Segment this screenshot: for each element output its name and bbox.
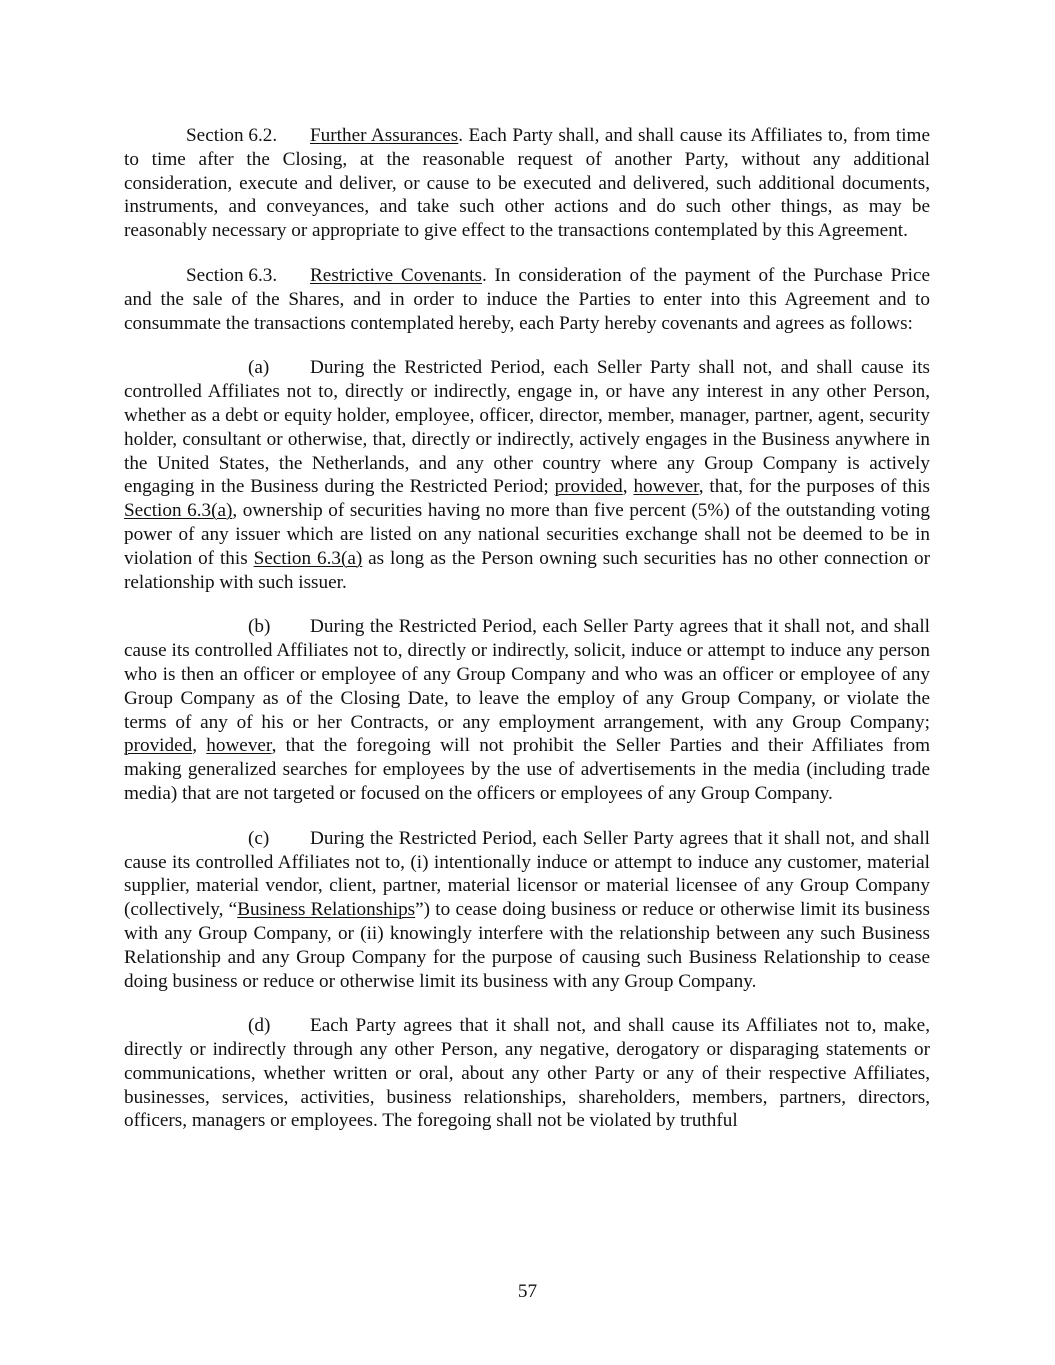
section-text: . Each Party shall, and shall cause its Affiliates to, from time to time after the Closing, at the reasonable request of another Party, without any additional consideration, execute and deliver, or cause to be executed and delivered, such additional documents, instruments, and conveyances, and take such other actions and do such other things, as may be reasonably necessary or appropriate to give effect to the transactions contemplated by this Agreement. bbox=[124, 125, 930, 242]
paragraph-text: ”) to cease doing business or reduce or otherwise limit its business with any Group Company, or (ii) knowingly interfere with the relationship between any such Business Relationship and any Group Company for the purpose of causing such Business Relationship to cease doing business or reduce or otherwise limit its business with any Group Company. bbox=[124, 899, 930, 992]
defined-term: Business Relationships bbox=[237, 899, 416, 921]
paragraph-text: , that, for the purposes of this bbox=[698, 476, 930, 498]
paragraph-c bbox=[124, 827, 930, 994]
section-text: . In consideration of the payment of the Purchase Price and the sale of the Shares, and in order to induce the Parties to enter into this Agreement and to consummate the transactions contemplated hereby, each Party hereby covenants and agrees as follows: bbox=[124, 264, 930, 334]
however-term: however bbox=[206, 735, 272, 757]
paragraph-a bbox=[124, 356, 930, 594]
paragraph-b bbox=[124, 615, 930, 805]
paragraph-text: During the Restricted Period, each Seller Party agrees that it shall not, and shall cause its controlled Affiliates not to, (i) intentionally induce or attempt to induce any customer, material supplier, material vendor, client, partner, material licensor or material licensee of any Group Company (collectively, “ bbox=[124, 827, 930, 921]
paragraph-label: (a) bbox=[248, 357, 270, 379]
section-heading: Restrictive Covenants bbox=[310, 264, 482, 286]
however-term: however bbox=[633, 476, 699, 498]
document-page bbox=[124, 124, 930, 1133]
section-6-2 bbox=[124, 124, 930, 243]
paragraph-text: , ownership of securities having no more than five percent (5%) of the outstanding voting power of any issuer which are listed on any national securities exchange shall not be deemed to be in violation of this bbox=[124, 500, 930, 569]
paragraph-d bbox=[124, 1014, 930, 1133]
provided-term: provided bbox=[554, 476, 623, 498]
section-reference: Section 6.3(a) bbox=[253, 547, 363, 569]
paragraph-label: (b) bbox=[248, 616, 271, 638]
paragraph-text: During the Restricted Period, each Seller Party agrees that it shall not, and shall cause its controlled Affiliates not to, directly or indirectly, solicit, induce or attempt to induce any person who is then an officer or employee of any Group Company and who was an officer or employee of any Group Company as of the Closing Date, to leave the employ of any Group Company, or violate the terms of any of his or her Contracts, or any employment arrangement, with any Group Company; bbox=[124, 616, 930, 733]
section-6-3 bbox=[124, 264, 930, 335]
paragraph-text: During the Restricted Period, each Seller Party shall not, and shall cause its controlled Affiliates not to, directly or indirectly, engage in, or have any interest in any other Person, whether as a debt or equity holder, employee, officer, director, member, manager, partner, agent, security holder, consultant or otherwise, that, directly or indirectly, actively engages in the Business anywhere in the United States, the Netherlands, and any other country where any Group Company is actively engaging in the Business during the Restricted Period; bbox=[124, 357, 930, 498]
page-number: 57 bbox=[517, 1281, 538, 1302]
section-label: Section 6.2. bbox=[186, 125, 278, 146]
paragraph-text: as long as the Person owning such securities has no other connection or relationship with such issuer. bbox=[124, 547, 930, 593]
paragraph-text: , bbox=[192, 735, 207, 757]
paragraph-text: , that the foregoing will not prohibit the Seller Parties and their Affiliates from making generalized searches for employees by the use of advertisements in the media (including trade media) that are not targeted or focused on the officers or employees of any Group Company. bbox=[124, 735, 931, 804]
section-heading: Further Assurances bbox=[310, 125, 459, 146]
paragraph-label: (d) bbox=[248, 1015, 271, 1037]
provided-term: provided bbox=[124, 735, 193, 757]
section-reference: Section 6.3(a) bbox=[124, 500, 233, 522]
section-label: Section 6.3. bbox=[186, 264, 278, 286]
paragraph-label: (c) bbox=[248, 827, 270, 849]
paragraph-text: Each Party agrees that it shall not, and shall cause its Affiliates not to, make, directly or indirectly through any other Person, any negative, derogatory or disparaging statements or communications, whether written or oral, about any other Party or any of their respective Affiliates, businesses, services, activities, business relationships, shareholders, members, partners, directors, officers, managers or employees. The foregoing shall not be violated by truthful bbox=[124, 1015, 930, 1132]
paragraph-text: , bbox=[622, 476, 634, 498]
